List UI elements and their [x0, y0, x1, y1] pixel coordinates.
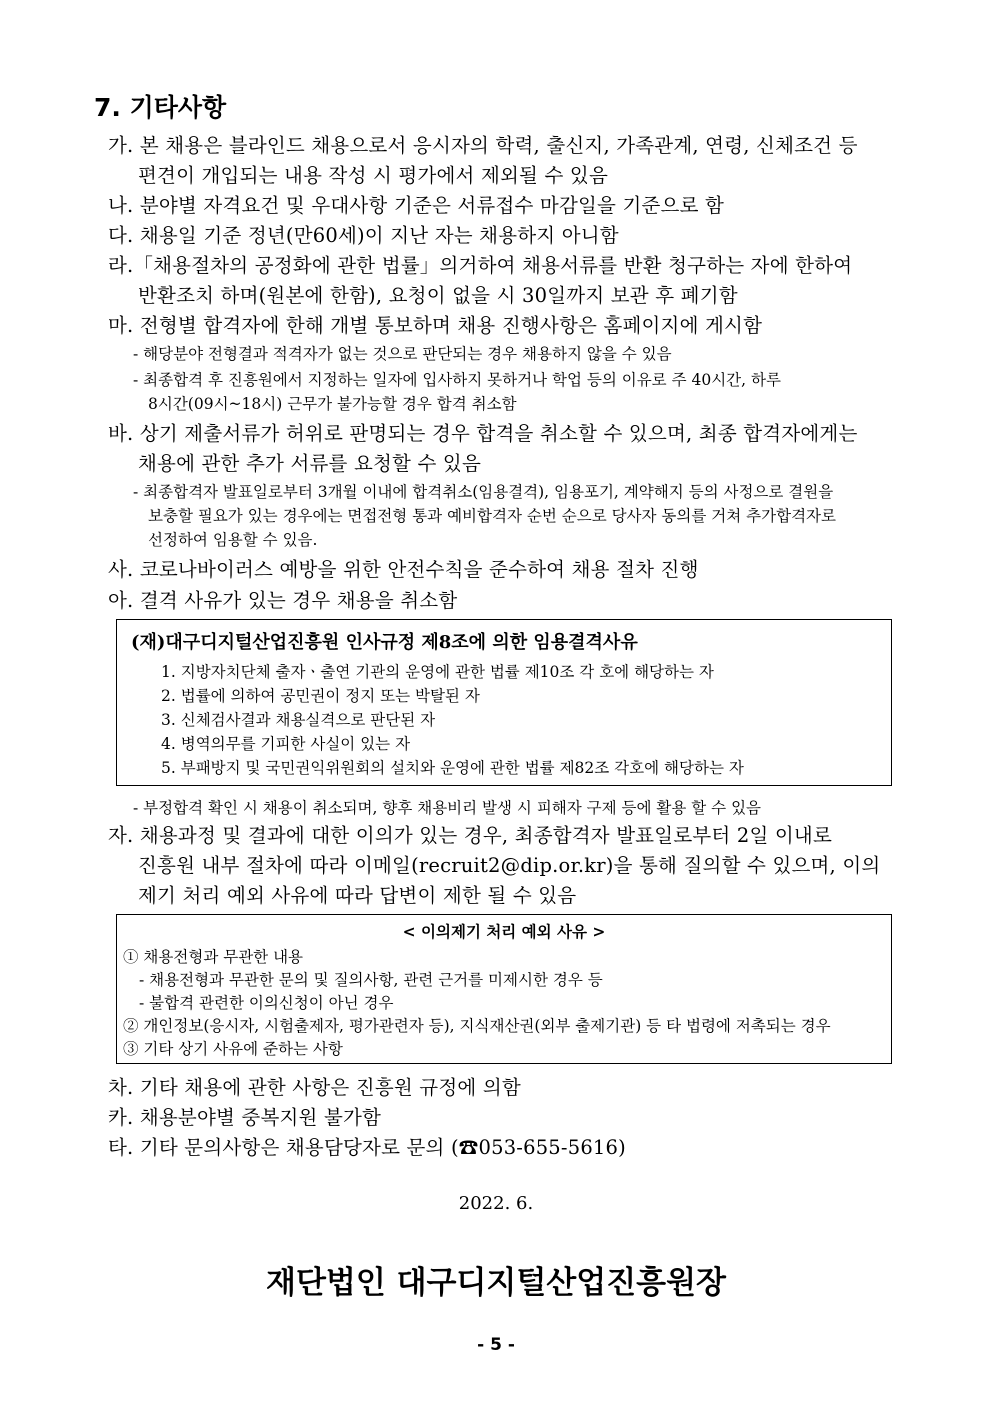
objection-line-1: ① 채용전형과 무관한 내용	[123, 948, 304, 966]
disqualification-line-2: 2. 법률에 의하여 공민권이 정지 또는 박탈된 자	[161, 687, 480, 705]
disqualification-box	[116, 619, 892, 786]
item-ba-sub-line2: 보충할 필요가 있는 경우에는 면접전형 통과 예비합격자 순번 순으로 당사자 동의를 거쳐 추가합격자로	[148, 507, 836, 525]
item-ma-sub1: - 해당분야 전형결과 적격자가 없는 것으로 판단되는 경우 채용하지 않을 수 있음	[133, 345, 672, 363]
document-date: 2022. 6.	[458, 1193, 534, 1214]
item-ba-line1: 바. 상기 제출서류가 허위로 판명되는 경우 합격을 취소할 수 있으며, 최종 합격자에게는	[108, 422, 858, 445]
disqualification-line-1: 1. 지방자치단체 출자ㆍ출연 기관의 운영에 관한 법률 제10조 각 호에 해당하는 자	[161, 663, 714, 681]
item-ma-sub2-line1: - 최종합격 후 진흥원에서 지정하는 일자에 입사하지 못하거나 학업 등의 이유로 주 40시간, 하루	[133, 371, 781, 389]
organization-signature: 재단법인 대구디지털산업진흥원장	[266, 1265, 726, 1301]
disqualification-box-title: (재)대구디지털산업진흥원 인사규정 제8조에 의한 임용결격사유	[131, 632, 638, 653]
objection-line-2: - 채용전형과 무관한 문의 및 질의사항, 관련 근거를 미제시한 경우 등	[139, 971, 603, 989]
item-ja-line2: 진흥원 내부 절차에 따라 이메일(recruit2@dip.or.kr)을 통해 질의할 수 있으며, 이의	[138, 854, 881, 877]
item-ma-sub2-line2: 8시간(09시~18시) 근무가 불가능할 경우 합격 취소함	[148, 395, 517, 413]
disqualification-line-3: 3. 신체검사결과 채용실격으로 판단된 자	[161, 711, 436, 729]
item-ba-sub-line3: 선정하여 임용할 수 있음.	[148, 531, 318, 549]
disqualification-line-4: 4. 병역의무를 기피한 사실이 있는 자	[161, 735, 411, 753]
item-na: 나. 분야별 자격요건 및 우대사항 기준은 서류접수 마감일을 기준으로 함	[108, 194, 725, 217]
item-ma: 마. 전형별 합격자에 한해 개별 통보하며 채용 진행사항은 홈페이지에 게시함	[108, 314, 763, 337]
item-ba-sub-line1: - 최종합격자 발표일로부터 3개월 이내에 합격취소(임용결격), 임용포기, 계약해지 등의 사정으로 결원을	[133, 483, 834, 501]
item-ba-line2: 채용에 관한 추가 서류를 요청할 수 있음	[138, 452, 481, 475]
objection-exception-box	[116, 914, 892, 1064]
objection-box-title: < 이의제기 처리 예외 사유 >	[402, 922, 606, 941]
section-title: 7. 기타사항	[94, 93, 227, 122]
disqualification-line-5: 5. 부패방지 및 국민권익위원회의 설치와 운영에 관한 법률 제82조 각호에 해당하는 자	[161, 759, 744, 777]
item-ta: 타. 기타 문의사항은 채용담당자로 문의 (☎053-655-5616)	[108, 1136, 626, 1159]
item-ga-line2: 편견이 개입되는 내용 작성 시 평가에서 제외될 수 있음	[138, 164, 609, 187]
item-ka: 카. 채용분야별 중복지원 불가함	[108, 1106, 382, 1129]
item-a: 아. 결격 사유가 있는 경우 채용을 취소함	[108, 589, 458, 612]
objection-line-4: ② 개인정보(응시자, 시험출제자, 평가관련자 등), 지식재산권(외부 출제기관) 등 타 법령에 저촉되는 경우	[123, 1017, 831, 1035]
item-cha: 차. 기타 채용에 관한 사항은 진흥원 규정에 의함	[108, 1076, 521, 1099]
objection-line-3: - 불합격 관련한 이의신청이 아닌 경우	[139, 994, 394, 1012]
item-sa: 사. 코로나바이러스 예방을 위한 안전수칙을 준수하여 채용 절차 진행	[108, 558, 699, 581]
item-ja-line1: 자. 채용과정 및 결과에 대한 이의가 있는 경우, 최종합격자 발표일로부터 2일 이내로	[108, 824, 833, 847]
page-number: - 5 -	[477, 1335, 515, 1355]
objection-line-5: ③ 기타 상기 사유에 준하는 사항	[123, 1040, 343, 1058]
item-ra-line2: 반환조치 하며(원본에 한함), 요청이 없을 시 30일까지 보관 후 폐기함	[138, 284, 738, 307]
after-box-note: - 부정합격 확인 시 채용이 취소되며, 향후 채용비리 발생 시 피해자 구제 등에 활용 할 수 있음	[133, 799, 762, 817]
item-ja-line3: 제기 처리 예외 사유에 따라 답변이 제한 될 수 있음	[138, 884, 577, 907]
item-da: 다. 채용일 기준 정년(만60세)이 지난 자는 채용하지 아니함	[108, 224, 619, 247]
item-ra-line1: 라.「채용절차의 공정화에 관한 법률」의거하여 채용서류를 반환 청구하는 자에 한하여	[108, 254, 853, 277]
item-ga-line1: 가. 본 채용은 블라인드 채용으로서 응시자의 학력, 출신지, 가족관계, 연령, 신체조건 등	[108, 134, 858, 157]
